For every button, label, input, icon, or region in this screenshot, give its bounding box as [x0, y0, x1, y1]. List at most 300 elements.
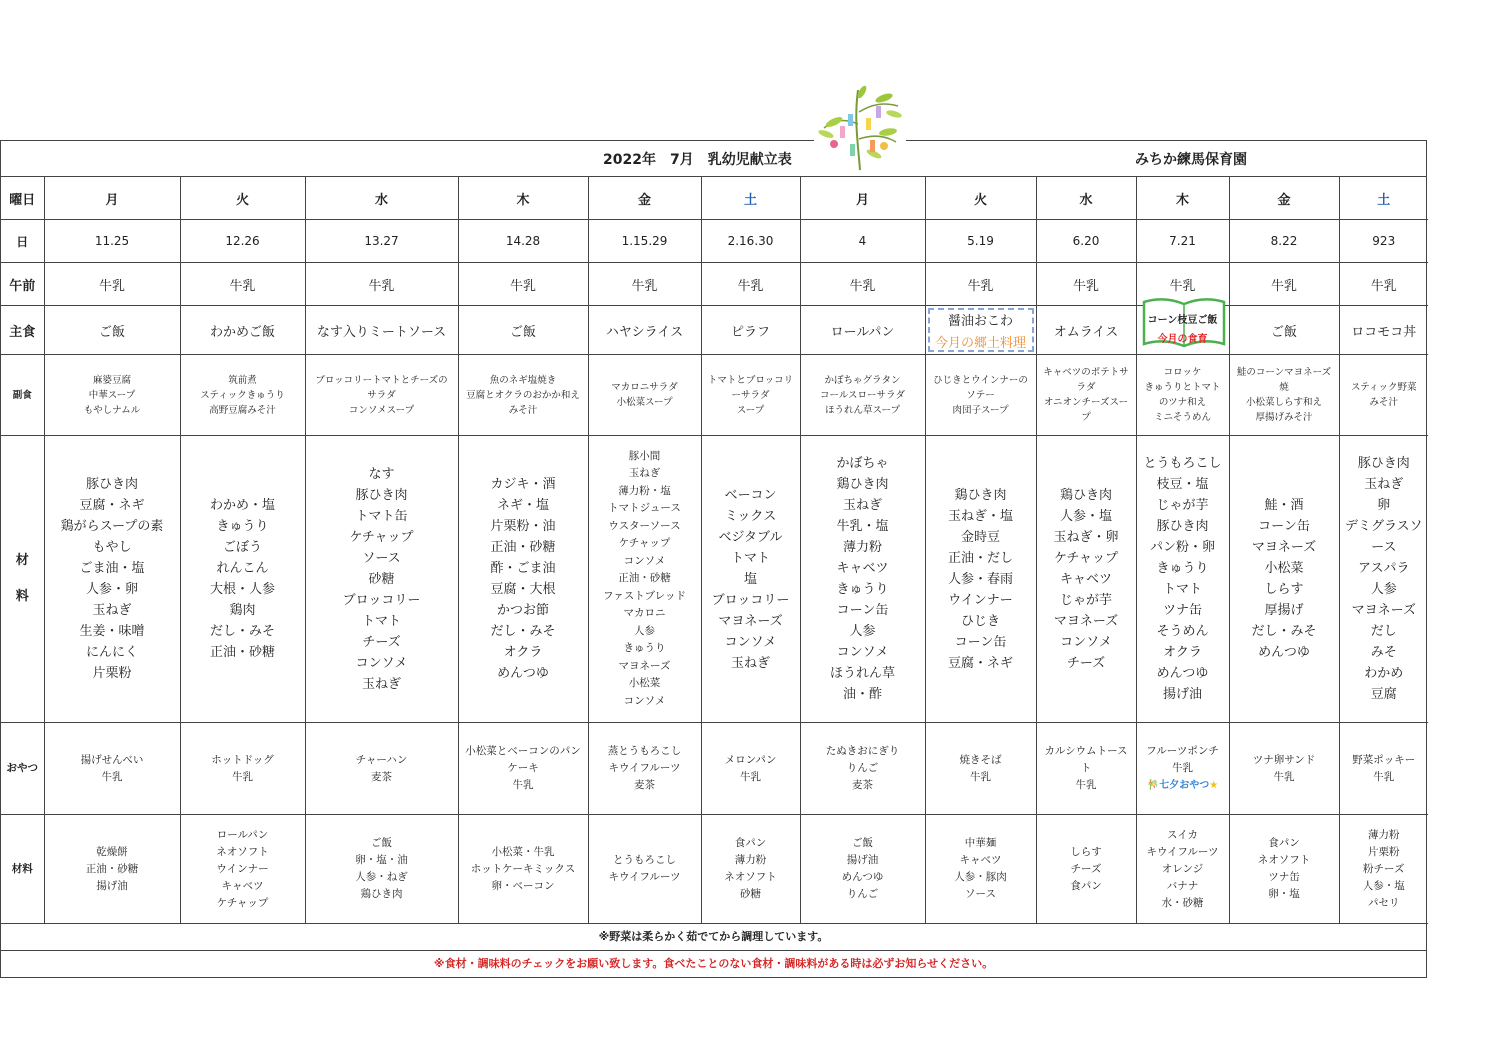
- text-line: ほうれん草: [829, 666, 895, 681]
- ingredients-cell: [800, 436, 925, 723]
- text-line: メロンパン: [724, 753, 777, 766]
- text-line: ご飯: [852, 837, 873, 849]
- text-line: マヨネーズ: [1251, 540, 1317, 555]
- text-line: 薄力粉: [1368, 828, 1400, 841]
- text-line: 人参・卵: [85, 582, 138, 597]
- tanabata-bamboo-illustration: [814, 84, 906, 172]
- text-line: れんこん: [216, 561, 269, 576]
- side-dish-cell: [1136, 355, 1229, 436]
- text-line: 豆腐: [1370, 687, 1397, 702]
- text-line: しらす: [1264, 582, 1304, 597]
- text-line: ほうれん草スープ: [824, 404, 901, 416]
- main-dish-row: [1, 306, 1428, 355]
- text-line: 豆腐・大根: [490, 582, 556, 597]
- row-label-weekday: 曜日: [1, 177, 44, 220]
- date-cell: 2.16.30: [701, 220, 800, 263]
- text-line: コーン缶: [1258, 519, 1310, 534]
- text-line: 玉ねぎ: [628, 467, 661, 480]
- snack-cell: [1036, 723, 1136, 815]
- text-line: じゃが芋: [1156, 498, 1209, 513]
- main-dish-cell: ハヤシライス: [588, 306, 701, 355]
- text-line: 小松菜スープ: [616, 397, 673, 408]
- text-line: キャベツ: [221, 879, 264, 892]
- text-line: 卵: [1377, 498, 1391, 513]
- text-line: 豚ひき肉: [355, 487, 408, 503]
- note-allergy-check: ※食材・調味料のチェックをお願い致します。食べたことのない食材・調味料がある時は必ずお知らせください。: [433, 957, 994, 970]
- text-line: だし・みそ: [490, 624, 556, 639]
- text-line: 粉チーズ: [1363, 862, 1405, 875]
- date-cell: 923: [1339, 220, 1428, 263]
- text-line: マヨネーズ: [1351, 603, 1416, 618]
- text-line: 麦茶: [634, 779, 655, 791]
- text-line: オニオンチーズスー: [1043, 397, 1129, 408]
- text-line: ネオソフト: [1257, 854, 1311, 866]
- text-line: 人参: [849, 624, 876, 639]
- row-label-date: 日: [1, 220, 44, 263]
- date-cell: 8.22: [1229, 220, 1339, 263]
- text-line: 人参: [634, 624, 655, 637]
- snack-ingredients-cell: [925, 815, 1036, 924]
- text-line: 人参・塩: [1362, 879, 1405, 892]
- main-dish-cell: ご飯: [458, 306, 588, 355]
- text-line: そうめん: [1156, 624, 1209, 639]
- snack-ingredients-cell: [588, 815, 701, 924]
- text-line: だし: [1370, 624, 1397, 639]
- text-line: 豚ひき肉: [85, 477, 138, 492]
- text-line: コンソメ: [355, 655, 408, 671]
- text-line: ベジタブル: [718, 529, 783, 545]
- snack-cell: [1136, 723, 1229, 815]
- main-dish-cell: わかめご飯: [180, 306, 305, 355]
- text-line: 金時豆: [960, 529, 1000, 545]
- snack-cell: [458, 723, 588, 815]
- text-line: きゅうり: [216, 519, 269, 534]
- morning-snack-cell: 牛乳: [925, 263, 1036, 306]
- text-line: きゅうり: [1156, 561, 1209, 576]
- text-line: 揚げ油: [1162, 687, 1202, 702]
- text-line: スティックきゅうり: [200, 389, 285, 401]
- weekday-cell: 木: [458, 177, 588, 220]
- morning-snack-cell: 牛乳: [800, 263, 925, 306]
- text-line: 正油・砂糖: [209, 645, 275, 660]
- text-line: チーズ: [1070, 862, 1102, 875]
- text-line: ケチャップ: [1053, 550, 1119, 566]
- weekday-cell: 月: [800, 177, 925, 220]
- main-dish-cell: オムライス: [1036, 306, 1136, 355]
- text-line: ファストブレッド: [603, 589, 686, 602]
- school-name: みちか練馬保育園: [1135, 152, 1247, 168]
- ingredients-cell: [1339, 436, 1428, 723]
- text-line: 薄力粉・塩: [618, 484, 671, 497]
- text-line: マヨネーズ: [618, 659, 671, 672]
- text-line: のツナ和え: [1158, 397, 1207, 408]
- text-line: デミグラスソ: [1344, 519, 1423, 534]
- text-line: ご飯: [371, 837, 392, 849]
- text-line: コーン缶: [954, 634, 1007, 650]
- morning-snack-cell: 牛乳: [305, 263, 458, 306]
- weekday-cell: 金: [1229, 177, 1339, 220]
- text-line: 玉ねぎ・塩: [947, 508, 1013, 524]
- text-line: 砂糖: [368, 571, 395, 587]
- text-line: コンソメ: [836, 645, 889, 660]
- main-dish-cell: ピラフ: [701, 306, 800, 355]
- text-line: 焼きそば: [959, 753, 1002, 766]
- text-line: 食パン: [1268, 837, 1300, 849]
- text-line: 牛乳: [970, 770, 991, 783]
- text-line: 人参・春雨: [947, 571, 1013, 587]
- side-dish-cell: [305, 355, 458, 436]
- text-line: 豆腐とオクラのおかか和え: [466, 389, 580, 401]
- text-line: 玉ねぎ: [730, 655, 770, 671]
- side-dish-cell: [1339, 355, 1428, 436]
- snack-cell: [701, 723, 800, 815]
- row-label-morning: 午前: [1, 263, 44, 306]
- text-line: コンソメ: [623, 554, 666, 567]
- ingredients-cell: [701, 436, 800, 723]
- weekday-cell: 金: [588, 177, 701, 220]
- tanabata-snack-tag: [1139, 777, 1227, 794]
- date-cell: 7.21: [1136, 220, 1229, 263]
- text-line: ツナ缶: [1162, 603, 1202, 618]
- text-line: ミックス: [724, 508, 777, 524]
- text-line: トマト: [730, 550, 770, 566]
- text-line: 厚揚げ: [1264, 603, 1304, 618]
- text-line: だし・みそ: [209, 624, 275, 639]
- snack-cell: [44, 723, 180, 815]
- side-dish-cell: [458, 355, 588, 436]
- text-line: ごま油・塩: [79, 561, 145, 576]
- row-label-main: 主食: [1, 306, 44, 355]
- side-dish-row: [1, 355, 1428, 436]
- snack-cell: [180, 723, 305, 815]
- ingredients-cell: [588, 436, 701, 723]
- text-line: キャベツ: [959, 854, 1002, 866]
- text-line: きゅうりとトマト: [1144, 382, 1221, 393]
- text-line: ソース: [362, 550, 401, 566]
- text-line: 食パン: [1070, 879, 1102, 892]
- snack-cell: [1229, 723, 1339, 815]
- text-line: 牛乳: [101, 770, 123, 783]
- text-line: 豆腐・ネギ: [79, 498, 145, 513]
- snack-cell: [1339, 723, 1428, 815]
- text-line: ミニそうめん: [1153, 412, 1211, 423]
- text-line: カルシウムトース: [1044, 745, 1128, 757]
- side-dish-cell: [588, 355, 701, 436]
- text-line: 片栗粉: [1368, 845, 1400, 858]
- snack-ingredients-cell: [1036, 815, 1136, 924]
- text-line: ごぼう: [222, 540, 262, 555]
- text-line: 乾燥餅: [96, 845, 128, 858]
- snack-ingredients-cell: [1339, 815, 1428, 924]
- date-cell: 6.20: [1036, 220, 1136, 263]
- text-line: じゃが芋: [1059, 592, 1112, 608]
- text-line: 玉ねぎ: [92, 603, 132, 618]
- text-line: ホットケーキミックス: [470, 862, 576, 875]
- text-line: わかめ: [1364, 666, 1404, 681]
- weekday-cell: 土: [1339, 177, 1428, 220]
- text-line: 大根・人参: [209, 582, 275, 597]
- morning-snack-cell: 牛乳: [1136, 263, 1229, 306]
- snack-ingredients-cell: [180, 815, 305, 924]
- date-cell: 11.25: [44, 220, 180, 263]
- text-line: 豚ひき肉: [1156, 519, 1209, 534]
- text-line: サラダ: [367, 389, 396, 401]
- text-line: コンソメ: [724, 634, 777, 650]
- text-line: 鶏ひき肉: [1059, 487, 1112, 503]
- main-dish-cell: なす入りミートソース: [305, 306, 458, 355]
- text-line: チーズ: [1066, 655, 1106, 671]
- text-line: にんにく: [85, 645, 138, 660]
- text-line: 牛乳: [1373, 770, 1395, 783]
- text-line: スイカ: [1167, 828, 1198, 841]
- text-line: トマトジュース: [608, 502, 681, 515]
- text-line: きゅうり: [836, 582, 889, 597]
- text-line: キャベツ: [836, 561, 889, 576]
- text-line: かつお節: [496, 603, 549, 618]
- text-line: キャベツ: [1059, 571, 1112, 587]
- main-dish-cell: ロールパン: [800, 306, 925, 355]
- text-line: みそ汁: [508, 404, 538, 416]
- text-line: 焼: [1279, 382, 1289, 393]
- text-line: ウインナー: [948, 592, 1013, 608]
- morning-snack-cell: 牛乳: [180, 263, 305, 306]
- text-line: ブロッコリー: [342, 592, 421, 608]
- text-line: チャーハン: [355, 753, 408, 766]
- text-line: 人参: [1370, 582, 1397, 597]
- text-line: 卵・ベーコン: [491, 879, 555, 892]
- text-line: パセリ: [1368, 896, 1400, 909]
- text-line: 筑前煮: [228, 374, 257, 386]
- star-icon: ★: [1209, 780, 1219, 791]
- text-line: マヨネーズ: [1053, 613, 1119, 629]
- text-line: ブロッコリー: [711, 592, 790, 608]
- bamboo-icon: [814, 84, 906, 172]
- snack-ingredients-row: [1, 815, 1428, 924]
- morning-snack-cell: 牛乳: [588, 263, 701, 306]
- text-line: ケーキ: [507, 762, 539, 774]
- text-line: 麦茶: [371, 770, 392, 783]
- text-line: 薄力粉: [734, 854, 767, 866]
- text-line: バナナ: [1166, 879, 1199, 892]
- text-line: スティック野菜: [1350, 382, 1417, 393]
- side-dish-cell: [44, 355, 180, 436]
- row-label-snack-ingredients: 材料: [1, 815, 44, 924]
- text-line: 人参・豚肉: [954, 871, 1007, 883]
- main-dish-cell: [925, 306, 1036, 355]
- snack-cell: [588, 723, 701, 815]
- date-cell: 12.26: [180, 220, 305, 263]
- snack-cell: [305, 723, 458, 815]
- text-line: 小松菜・牛乳: [491, 845, 555, 858]
- text-line: 麻婆豆腐: [92, 374, 131, 386]
- main-dish-name: コーン枝豆ご飯: [1147, 315, 1218, 326]
- main-dish-cell: ロコモコ丼: [1339, 306, 1428, 355]
- weekday-cell: 水: [1036, 177, 1136, 220]
- text-line: 牛乳: [1273, 770, 1295, 783]
- text-line: コールスローサラダ: [820, 389, 905, 401]
- text-line: ひじき: [960, 613, 1000, 629]
- date-cell: 14.28: [458, 220, 588, 263]
- text-line: 薄力粉: [842, 540, 882, 555]
- text-line: ロールパン: [216, 828, 269, 841]
- text-line: ソース: [965, 888, 996, 900]
- main-dish-cell: ご飯: [44, 306, 180, 355]
- text-line: ツナ缶: [1268, 871, 1300, 883]
- date-cell: 1.15.29: [588, 220, 701, 263]
- text-line: とうもろこし: [1143, 456, 1222, 471]
- side-dish-cell: [701, 355, 800, 436]
- text-line: ブロッコリートマトとチーズの: [315, 374, 448, 386]
- text-line: 魚のネギ塩焼き: [489, 374, 557, 386]
- local-dish-tag: 今月の郷土料理: [934, 335, 1026, 351]
- menu-table: [1, 177, 1428, 924]
- text-line: 牛乳: [232, 770, 253, 783]
- row-label-ingredients: 材 料: [1, 436, 44, 723]
- text-line: 牛乳: [512, 779, 534, 791]
- text-line: 牛乳: [1172, 762, 1193, 774]
- text-line: チーズ: [362, 634, 401, 650]
- text-line: スープ: [736, 404, 765, 416]
- text-line: 卵・塩・油: [355, 854, 408, 866]
- text-line: 豚小間: [628, 449, 661, 462]
- text-line: 牛乳: [740, 770, 761, 783]
- ingredients-cell: [1136, 436, 1229, 723]
- text-line: ケチャップ: [618, 537, 671, 550]
- text-line: かぼちゃ: [836, 456, 889, 471]
- snack-tag-text: 七夕おやつ: [1159, 780, 1210, 791]
- ingredients-cell: [305, 436, 458, 723]
- text-line: オレンジ: [1161, 862, 1204, 875]
- text-line: 野菜ポッキー: [1352, 753, 1416, 766]
- morning-snack-cell: 牛乳: [701, 263, 800, 306]
- snack-cell: [800, 723, 925, 815]
- morning-snack-cell: 牛乳: [44, 263, 180, 306]
- text-line: 牛乳: [1075, 779, 1097, 791]
- text-line: オクラ: [1163, 645, 1202, 660]
- side-dish-cell: [925, 355, 1036, 436]
- text-line: きゅうり: [623, 642, 666, 655]
- ingredients-cell: [458, 436, 588, 723]
- text-line: 麦茶: [852, 779, 873, 791]
- weekday-cell: 水: [305, 177, 458, 220]
- text-line: 玉ねぎ: [361, 676, 401, 692]
- text-line: 揚げせんべい: [80, 753, 144, 766]
- row-label-snack: おやつ: [1, 723, 44, 815]
- text-line: 卵・塩: [1268, 888, 1300, 900]
- text-line: 人参・塩: [1059, 508, 1112, 524]
- text-line: 正油・砂糖: [490, 540, 556, 555]
- row-label-side: 副食: [1, 355, 44, 436]
- text-line: 酢・ごま油: [490, 561, 556, 576]
- snack-ingredients-cell: [701, 815, 800, 924]
- text-line: ひじきとウインナーの: [933, 374, 1028, 386]
- weekday-cell: 土: [701, 177, 800, 220]
- text-line: 揚げ油: [846, 854, 879, 866]
- text-line: コロッケ: [1163, 367, 1202, 378]
- text-line: マカロニ: [623, 607, 666, 620]
- ingredients-cell: [925, 436, 1036, 723]
- text-line: ウスターソース: [608, 519, 681, 532]
- morning-snack-cell: 牛乳: [1229, 263, 1339, 306]
- shokuiku-tag: 今月の食育: [1157, 334, 1208, 345]
- text-line: トマト: [1162, 582, 1202, 597]
- text-line: ーサラダ: [731, 389, 770, 401]
- snack-ingredients-cell: [1229, 815, 1339, 924]
- text-line: 高野豆腐みそ汁: [209, 404, 276, 416]
- text-line: 油・酢: [842, 687, 882, 702]
- text-line: 枝豆・塩: [1156, 477, 1209, 492]
- text-line: とうもろこし: [613, 854, 676, 866]
- text-line: 小松菜しらす和え: [1245, 397, 1322, 408]
- text-line: トマト: [361, 613, 401, 629]
- note-soft-vegetables: ※野菜は柔らかく茹でてから調理しています。: [1, 924, 1426, 951]
- weekday-row: [1, 177, 1428, 220]
- text-line: 中華麺: [964, 837, 997, 849]
- text-line: マカロニサラダ: [611, 382, 678, 393]
- main-dish-name: 醤油おこわ: [947, 313, 1013, 329]
- text-line: 鮭・酒: [1264, 498, 1304, 513]
- page-title: 2022年 7月 乳幼児献立表: [603, 152, 792, 168]
- main-dish-cell: ご飯: [1229, 306, 1339, 355]
- text-line: トマトとブロッコリ: [707, 374, 794, 386]
- text-line: たぬきおにぎり: [825, 745, 900, 757]
- text-line: コンソメ: [623, 694, 666, 707]
- text-line: 正油・砂糖: [618, 572, 671, 585]
- ingredients-cell: [1036, 436, 1136, 723]
- text-line: トマト缶: [355, 508, 408, 524]
- text-line: コーン缶: [836, 603, 889, 618]
- text-line: 鶏ひき肉: [836, 477, 889, 492]
- text-line: 正油・砂糖: [85, 862, 139, 875]
- text-line: なす: [368, 466, 395, 482]
- ingredients-cell: [1229, 436, 1339, 723]
- text-line: 蒸とうもろこし: [607, 745, 682, 757]
- text-line: めんつゆ: [497, 666, 549, 681]
- snack-cell: [925, 723, 1036, 815]
- snack-ingredients-cell: [1136, 815, 1229, 924]
- text-line: ケチャップ: [349, 529, 414, 545]
- main-dish-cell: [1136, 306, 1229, 355]
- text-line: ツナ卵サンド: [1252, 753, 1316, 766]
- text-line: 正油・だし: [947, 550, 1013, 566]
- text-line: めんつゆ: [1156, 666, 1209, 681]
- ingredients-cell: [44, 436, 180, 723]
- text-line: 片栗粉・油: [490, 519, 556, 534]
- text-line: わかめ・塩: [209, 498, 275, 513]
- weekday-cell: 火: [180, 177, 305, 220]
- snack-ingredients-cell: [44, 815, 180, 924]
- text-line: 鶏ひき肉: [954, 487, 1007, 503]
- text-line: みそ汁: [1369, 397, 1398, 408]
- text-line: 豆腐・ネギ: [947, 655, 1013, 671]
- weekday-cell: 木: [1136, 177, 1229, 220]
- text-line: ホットドッグ: [211, 753, 274, 766]
- text-line: ネギ・塩: [496, 498, 549, 513]
- text-line: ネオソフト: [216, 845, 269, 858]
- text-line: 牛乳・塩: [836, 519, 889, 534]
- side-dish-cell: [180, 355, 305, 436]
- side-dish-cell: [800, 355, 925, 436]
- text-line: ネオソフト: [724, 871, 777, 883]
- text-line: ト: [1080, 762, 1092, 774]
- text-line: アスパラ: [1358, 561, 1410, 576]
- title-row: [1, 141, 1426, 177]
- text-line: 鶏ひき肉: [360, 888, 403, 900]
- text-line: 片栗粉: [92, 666, 132, 681]
- ingredients-cell: [180, 436, 305, 723]
- text-line: 食パン: [734, 837, 767, 849]
- weekday-cell: 月: [44, 177, 180, 220]
